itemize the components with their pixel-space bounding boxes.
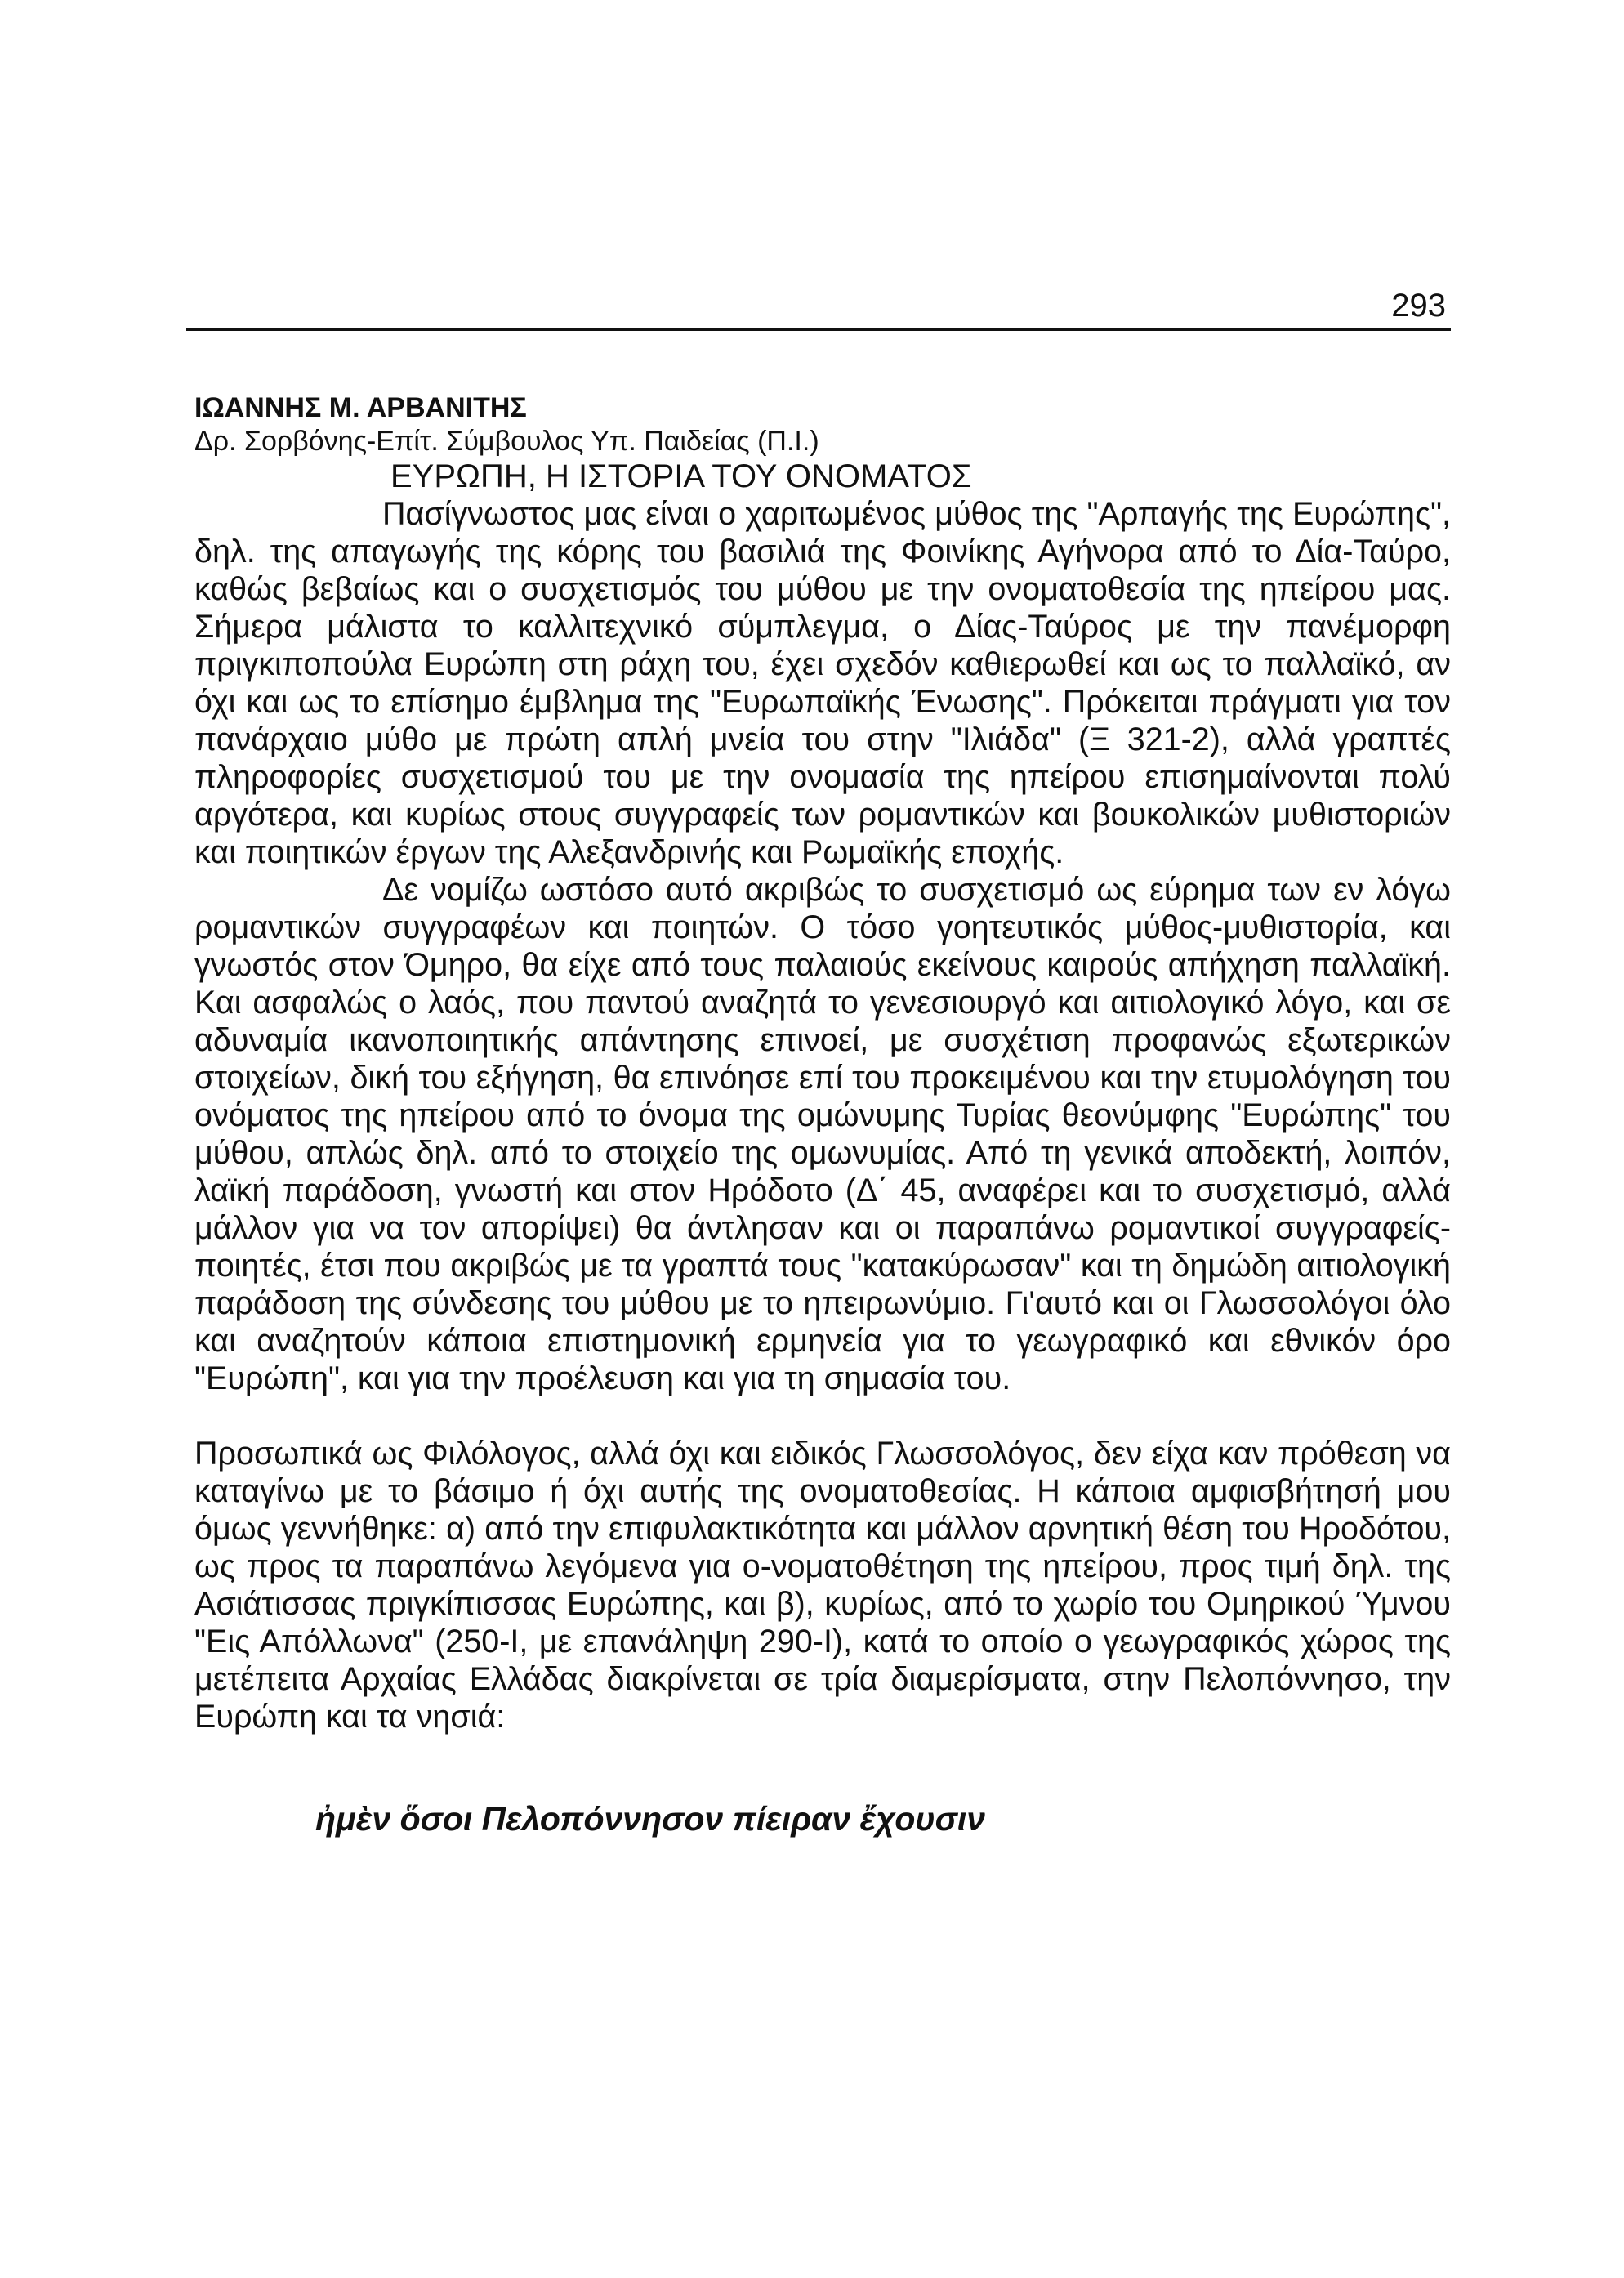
author-name: ΙΩΑΝΝΗΣ Μ. ΑΡΒΑΝΙΤΗΣ xyxy=(194,392,527,423)
article-title: ΕΥΡΩΠΗ, Η ΙΣΤΟΡΙΑ ΤΟΥ ΟΝΟΜΑΤΟΣ xyxy=(390,458,972,494)
paragraph-3: Προσωπικά ως Φιλόλογος, αλλά όχι και ειδικός Γλωσσολόγος, δεν είχα καν πρόθεση να καταγίνω με το βάσιμο ή όχι αυτής της ονοματοθεσίας. Η κάποια αμφισβήτησή μου όμως γεννήθηκε: α) από την επιφυλακτικότητα και μάλλον αρνητική θέση του Ηροδότου, ως προς τα παραπάνω λεγόμενα για ο-νοματοθέτηση της ηπείρου, προς τιμή δηλ. της Ασιάτισσας πριγκίπισσας Ευρώπης, και β), κυρίως, από το χωρίο του Ομηρικού Ύμνου "Εις Απόλλωνα" (250-Ι, με επανάληψη 290-Ι), κατά το οποίο ο γεωγραφικός χώρος της μετέπειτα Αρχαίας Ελλάδας διακρίνεται σε τρία διαμερίσματα, στην Πελοπόννησο, την Ευρώπη και τα νησιά: xyxy=(194,1436,1451,1735)
page-number: 293 xyxy=(1391,288,1446,324)
article xyxy=(194,391,1451,1838)
paragraph-1: Πασίγνωστος μας είναι ο χαριτωμένος μύθος της "Αρπαγής της Ευρώπης", δηλ. της απαγωγής της κόρης του βασιλιά της Φοινίκης Αγήνορα από το Δία-Ταύρο, καθώς βεβαίως και ο συσχετισμός του μύθου με την ονοματοθεσία της ηπείρου μας. Σήμερα μάλιστα το καλλιτεχνικό σύμπλεγμα, ο Δίας-Ταύρος με την πανέμορφη πριγκιποπούλα Ευρώπη στη ράχη του, έχει σχεδόν καθιερωθεί και ως το παλλαϊκό, αν όχι και ως το επίσημο έμβλημα της "Ευρωπαϊκής Ένωσης". Πρόκειται πράγματι για τον πανάρχαιο μύθο με πρώτη απλή μνεία του στην "Ιλιάδα" (Ξ 321-2), αλλά γραπτές πληροφορίες συσχετισμού του με την ονομασία της ηπείρου επισημαίνονται πολύ αργότερα, και κυρίως στους συγγραφείς των ρομαντικών και βουκολικών μυθιστοριών και ποιητικών έργων της Αλεξανδρινής και Ρωμαϊκής εποχής. xyxy=(194,496,1451,870)
author-affiliation: Δρ. Σορβόνης-Επίτ. Σύμβουλος Υπ. Παιδείας (Π.Ι.) xyxy=(194,426,819,457)
greek-quotation: ἠμὲν ὅσοι Πελοπόννησον πίειραν ἔχουσιν xyxy=(315,1800,986,1838)
paragraph-2: Δε νομίζω ωστόσο αυτό ακριβώς το συσχετισμό ως εύρημα των εν λόγω ρομαντικών συγγραφέων και ποιητών. Ο τόσο γοητευτικός μύθος-μυθιστορία, και γνωστός στον Όμηρο, θα είχε από τους παλαιούς εκείνους καιρούς απήχηση παλλαϊκή. Και ασφαλώς ο λαός, που παντού αναζητά το γενεσιουργό και αιτιολογικό λόγο, και σε αδυναμία ικανοποιητικής απάντησης επινοεί, με συσχέτιση προφανώς εξωτερικών στοιχείων, δική του εξήγηση, θα επινόησε επί του προκειμένου και την ετυμολόγηση του ονόματος της ηπείρου από το όνομα της ομώνυμης Τυρίας θεονύμφης "Ευρώπης" του μύθου, απλώς δηλ. από το στοιχείο της ομωνυμίας. Από τη γενικά αποδεκτή, λοιπόν, λαϊκή παράδοση, γνωστή και στον Ηρόδοτο (Δ΄ 45, αναφέρει και το συσχετισμό, αλλά μάλλον για να τον απορίψει) θα άντλησαν και οι παραπάνω ρομαντικοί συγγραφείς-ποιητές, έτσι που ακριβώς με τα γραπτά τους "κατακύρωσαν" και τη δημώδη αιτιολογική παράδοση της σύνδεσης του μύθου με το ηπειρωνύμιο. Γι'αυτό και οι Γλωσσολόγοι όλο και αναζητούν κάποια επιστημονική ερμηνεία για το γεωγραφικό και εθνικόν όρο "Ευρώπη", και για την προέλευση και για τη σημασία του. xyxy=(194,872,1451,1396)
header-rule xyxy=(186,328,1451,331)
